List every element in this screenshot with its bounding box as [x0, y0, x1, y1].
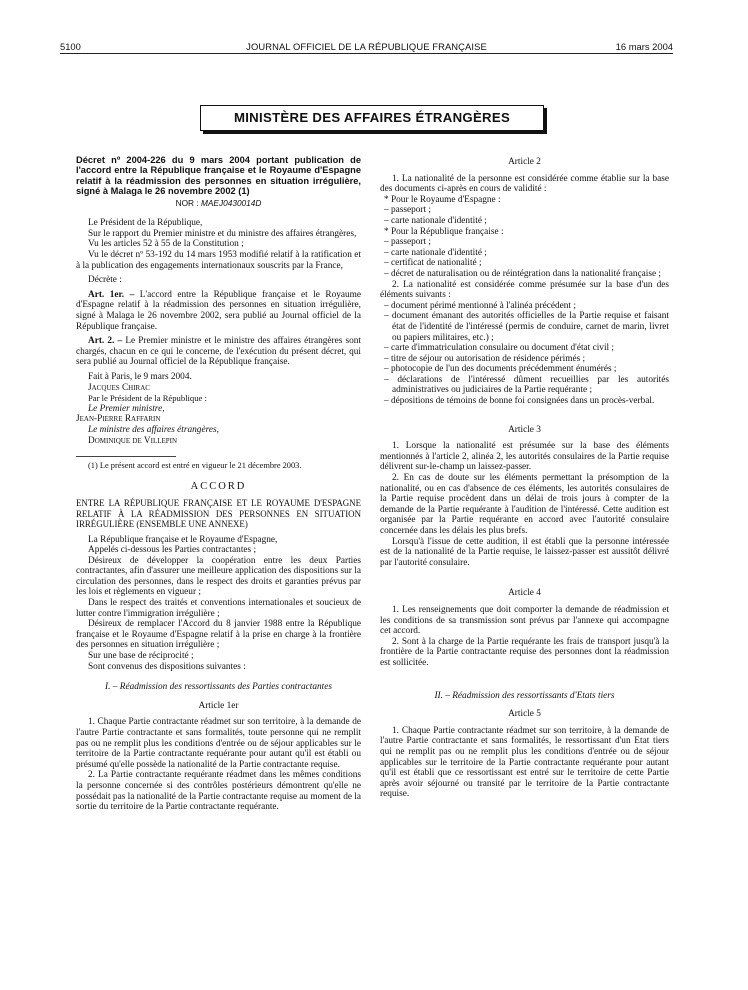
decree-art1-label: Art. 1er. – — [88, 289, 135, 300]
accord-heading: ACCORD — [190, 480, 247, 492]
decree-art1-text: L'accord entre la République française et le Royaume d'Espagne relatif à la réadmission des personnes en situation irrégulière, signé à Malaga le 26 novembre 2002, sera publié au Journal officiel de la République française. — [76, 289, 361, 332]
accord-preamble-7: Sont convenus des dispositions suivantes : — [88, 661, 246, 672]
rapport-line: Sur le rapport du Premier ministre et du ministre des affaires étrangères, — [88, 228, 357, 239]
page-number: 5100 — [60, 41, 81, 52]
article-3-para-2: 2. En cas de doute sur les éléments permettant la présomption de la nationalité, ou en cas d'absence de ces éléments, les autorités consulaires de la Partie requise procèdent dans un délai de trois jours à compter de la demande de la Partie requérante à l'audition de l'intéressé. Cette audition est organisée par la Partie requérante en accord avec l'autorité consulaire concernée dans les délais les plus brefs. — [380, 473, 669, 536]
signer-president: Jacques Chirac — [88, 382, 150, 393]
list-item: – certificat de nationalité ; — [384, 258, 482, 269]
footnote-rule — [76, 456, 176, 457]
accord-preamble-3: Désireux de développer la coopération entre les deux Parties contractantes, afin d'assurer une meilleure application des dispositions sur la circulation des personnes, dans le respect des droits et garanties prévus par les lois et règlements en vigueur ; — [76, 555, 361, 598]
mae-name: Dominique de Villepin — [88, 435, 178, 446]
article-2-heading: Article 2 — [508, 157, 541, 167]
list-item: – passeport ; — [384, 205, 431, 216]
pm-title-text: Le Premier ministre, — [88, 403, 165, 414]
article-4-heading: Article 4 — [508, 588, 541, 599]
decree-art2-text: Le Premier ministre et le ministre des affaires étrangères sont chargés, chacun en ce qui le concerne, de l'exécution du présent décret, qui sera publié au Journal officiel de la République française. — [76, 336, 361, 368]
nor-code: MAEJ0430014D — [200, 197, 262, 208]
prime-minister-title — [76, 404, 361, 415]
accord-preamble-6: Sur une base de réciprocité ; — [88, 651, 194, 662]
article-1-para-1: 1. Chaque Partie contractante réadmet sur son territoire, à la demande de l'autre Partie contractante et sans formalités, toute personne qui ne remplit pas ou ne remplit plus les conditions d'entrée ou de séjour applicables sur le territoire de la Partie contractante requérante pour autant qu'il est établi ou présumé qu'elle possède la nationalité de la Partie contractante requise. — [76, 717, 361, 770]
article-4-para-2: 2. Sont à la charge de la Partie requérante les frais de transport jusqu'à la frontière de la Partie contractante requise des personnes dont la réadmission est sollicitée. — [380, 636, 669, 668]
accord-preamble-2: Appelés ci-dessous les Parties contractantes ; — [88, 545, 257, 556]
article-1-heading: Article 1er — [198, 700, 239, 711]
article-3-para-1: 1. Lorsque la nationalité est présumée sur la base des éléments mentionnés à l'article 2, alinéa 2, les autorités consulaires de la Partie requise délivrent sur-le-champ un laissez-passer. — [380, 441, 669, 473]
article-5-para-1: 1. Chaque Partie contractante réadmet sur son territoire, à la demande de l'autre Partie contractante et sans formalités, le ressortissant d'un Etat tiers qui ne remplit pas ou ne remplit plus les conditions d'entrée ou de séjour applicables sur le territoire de la Partie contractante requérante pour autant qu'il est établi que ce ressortissant est entré sur le territoire de cette Partie après avoir séjourné ou transité par le territoire de la Partie contractante requise. — [380, 725, 669, 800]
list-item: – titre de séjour ou autorisation de résidence périmés ; — [384, 353, 586, 364]
fait-line: Fait à Paris, le 9 mars 2004. — [88, 371, 192, 382]
left-column — [76, 155, 361, 813]
list-item: – carte nationale d'identité ; — [384, 247, 487, 258]
nor-label: NOR : — [175, 197, 201, 208]
article-2-para-1: 1. La nationalité de la personne est considérée comme établie sur la base des documents ci-après en cours de validité : — [380, 173, 669, 195]
list-item: – carte d'immatriculation consulaire ou document d'état civil ; — [384, 343, 615, 354]
issue-date: 16 mars 2004 — [615, 41, 673, 52]
nor-reference — [76, 198, 361, 209]
footnote: (1) Le présent accord est entré en vigueur le 21 décembre 2003. — [88, 461, 302, 471]
list-item: – décret de naturalisation ou de réintégration dans la nationalité française ; — [384, 268, 661, 279]
article-4-para-1: 1. Les renseignements que doit comporter la demande de réadmission et les conditions de sa transmission sont prévus par l'annexe qui accompagne cet accord. — [380, 604, 669, 637]
list-item: – document émanant des autorités officielles de la Partie requise et faisant état de l'identité de l'intéressé (permis de conduire, carnet de marin, livret ou papiers militaires, etc.) ; — [384, 311, 669, 343]
decree-article-2 — [76, 336, 361, 368]
president-line: Le Président de la République, — [88, 218, 203, 229]
pour-espagne: * Pour le Royaume d'Espagne : — [384, 194, 501, 205]
pour-france: * Pour la République française : — [384, 226, 504, 237]
mae-title — [76, 425, 361, 436]
accord-preamble-4: Dans le respect des traités et conventions internationales et soucieux de lutter contre l'immigration irrégulière ; — [76, 598, 361, 619]
par-le-president: Par le Président de la République : — [88, 393, 207, 404]
right-column — [380, 157, 669, 800]
list-item: – déclarations de l'intéressé dûment recueillies par les autorités administratives ou judiciaires de la Partie requérante ; — [384, 374, 669, 396]
running-header — [60, 41, 673, 54]
vu-decret: Vu le décret nº 53-192 du 14 mars 1953 modifié relatif à la ratification et à la publication des engagements internationaux souscrits par la France, — [76, 250, 361, 271]
decree-article-1 — [76, 290, 361, 332]
article-2-para-2: 2. La nationalité est considérée comme présumée sur la base d'un des éléments suivants : — [380, 279, 669, 301]
article-3-para-3: Lorsqu'à l'issue de cette audition, il est établi que la personne intéressée est de la nationalité de la Partie requise, le laissez-passer est aussitôt délivré par l'autorité consulaire. — [380, 536, 669, 568]
accord-preamble-5: Désireux de remplacer l'Accord du 8 janvier 1988 entre la République française et le Royaume d'Espagne relatif à la prise en charge à la frontière des personnes en situation irrégulière ; — [76, 619, 361, 651]
article-5-heading: Article 5 — [508, 709, 541, 720]
journal-title: JOURNAL OFFICIEL DE LA RÉPUBLIQUE FRANÇAISE — [246, 41, 487, 52]
vu-constitution: Vu les articles 52 à 55 de la Constitution ; — [88, 239, 244, 250]
decree-art2-label: Art. 2. – — [88, 336, 123, 347]
prime-minister-name: Jean-Pierre Raffarin — [76, 414, 161, 425]
ministry-heading-box: MINISTÈRE DES AFFAIRES ÉTRANGÈRES — [200, 105, 544, 131]
accord-preamble-1: La République française et le Royaume d'Espagne, — [88, 534, 278, 545]
decrete-line: Décrète : — [88, 275, 122, 286]
list-item: – document périmé mentionné à l'alinéa précédent ; — [384, 300, 576, 311]
section-2-heading: II. – Réadmission des ressortissants d'Etats tiers — [434, 690, 615, 701]
article-3-heading: Article 3 — [508, 424, 541, 435]
section-1-heading: I. – Réadmission des ressortissants des Parties contractantes — [105, 682, 332, 693]
list-item: – photocopie de l'un des documents précédemment énumérés ; — [384, 364, 617, 375]
article-1-para-2: 2. La Partie contractante requérante réadmet dans les mêmes conditions la personne concernée si des contrôles postérieurs démontrent qu'elle ne possédait pas la nationalité de la Partie contractante requise au moment de la sortie du territoire de la Partie contractante requérante. — [76, 770, 361, 813]
list-item: – carte nationale d'identité ; — [384, 215, 487, 226]
list-item: – passeport ; — [384, 237, 431, 248]
list-item: – dépositions de témoins de bonne foi consignées dans un procès-verbal. — [384, 396, 655, 407]
decree-title: Décret nº 2004-226 du 9 mars 2004 portant publication de l'accord entre la République française et le Royaume d'Espagne relatif à la réadmission des personnes en situation irrégulière, signé à Malaga le 26 novembre 2002 (1) — [76, 155, 361, 197]
mae-title-text: Le ministre des affaires étrangères, — [88, 424, 219, 435]
accord-subtitle: ENTRE LA RÉPUBLIQUE FRANÇAISE ET LE ROYAUME D'ESPAGNE RELATIF À LA RÉADMISSION DES PERSONNES EN SITUATION IRRÉGULIÈRE (ENSEMBLE UNE ANNEXE) — [76, 498, 361, 530]
